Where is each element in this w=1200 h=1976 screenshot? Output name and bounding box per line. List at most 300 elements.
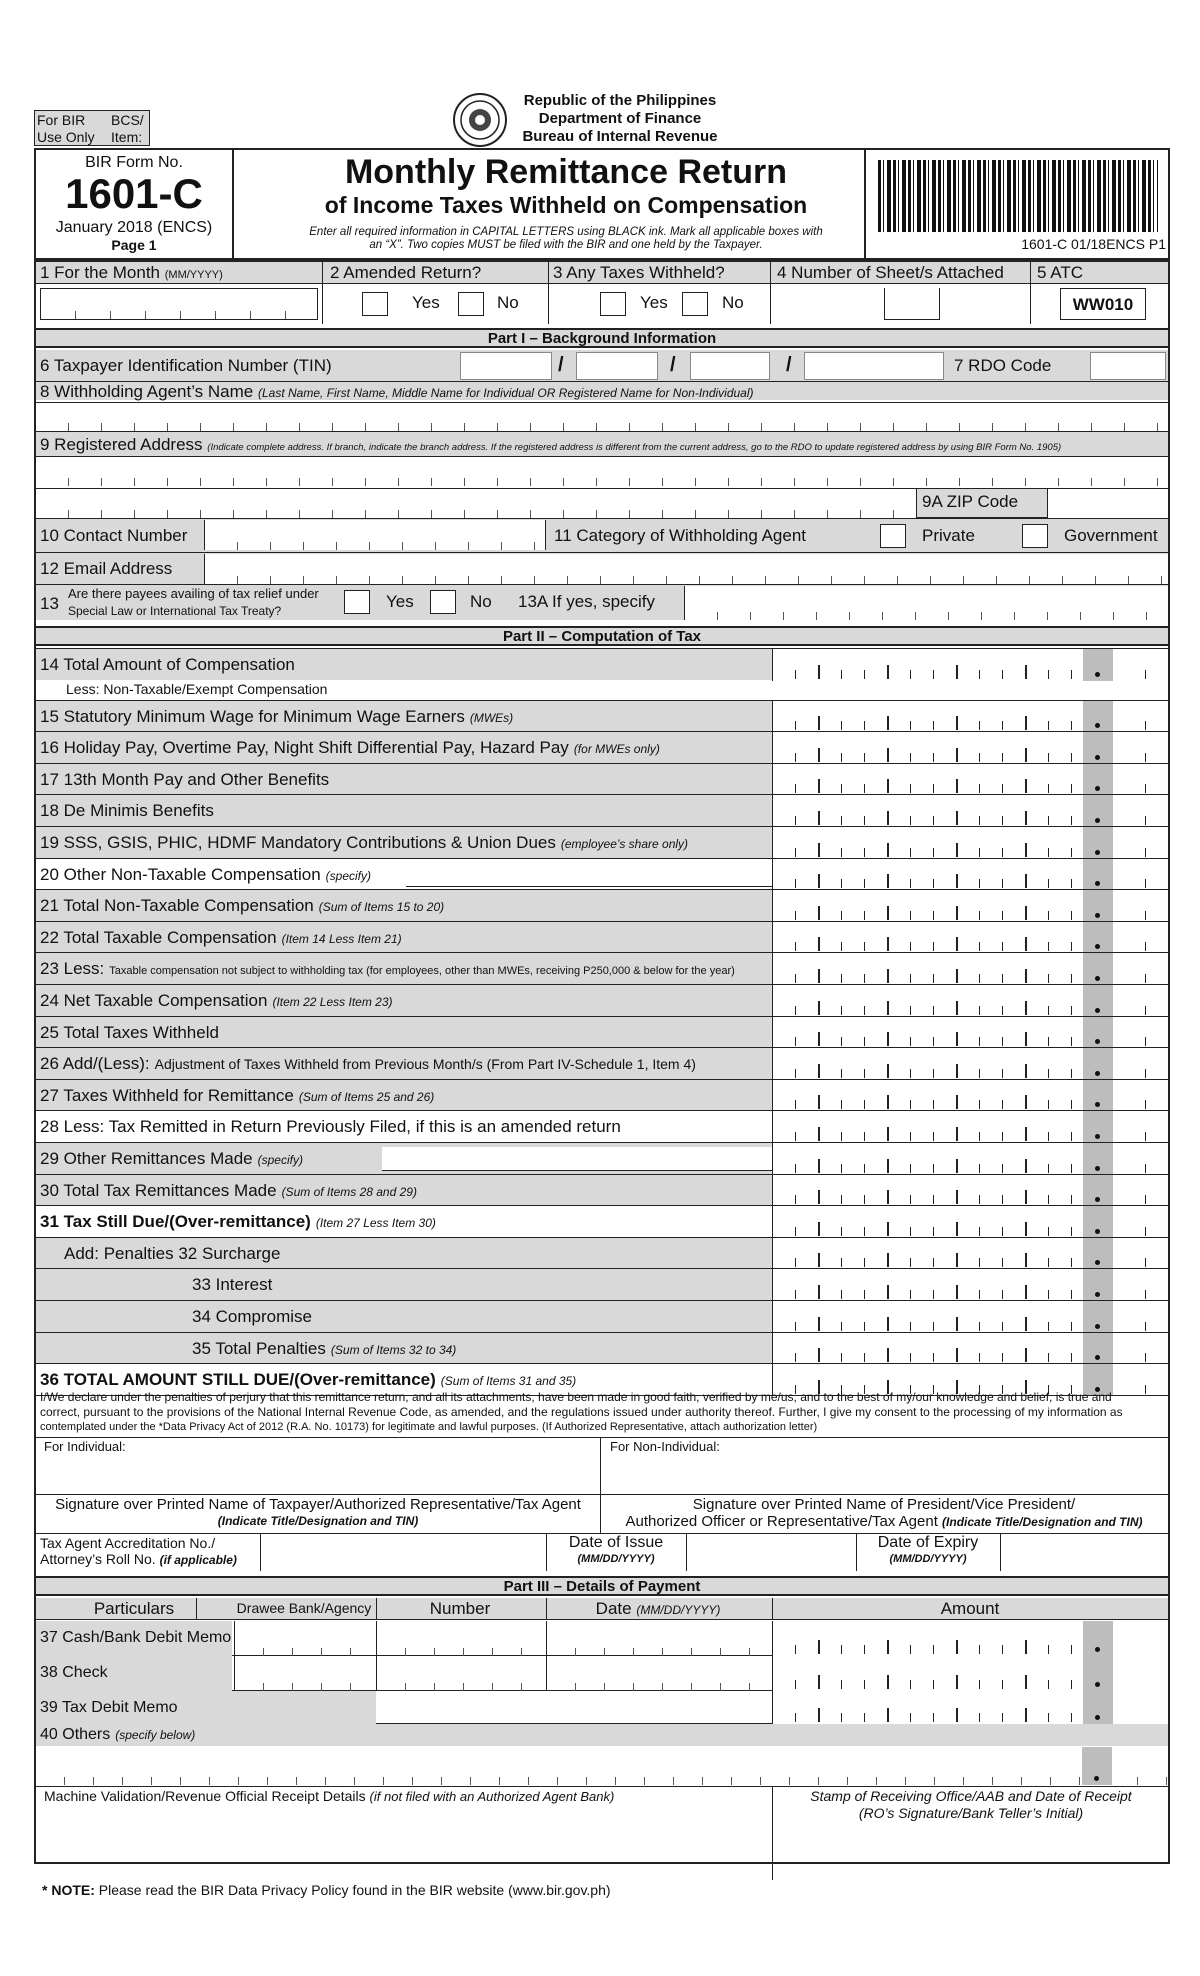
amount-tick (818, 1708, 820, 1722)
computation-row (36, 1300, 1168, 1332)
amount-tick (1071, 1037, 1072, 1046)
amount-tick (841, 942, 842, 951)
decimal-dot (1095, 1682, 1100, 1687)
taxes-withheld-yes-checkbox[interactable] (600, 292, 626, 316)
amount-tick (1002, 1322, 1003, 1331)
amount-tick (910, 942, 911, 951)
amount-tick (1025, 906, 1027, 920)
amount-tick (979, 1006, 980, 1015)
amount-tick (841, 1713, 842, 1722)
republic-text: Republic of the Philippines (523, 92, 717, 109)
decimal-dot (1095, 1324, 1100, 1329)
amount-tick (1002, 1132, 1003, 1141)
amount-tick (1048, 1290, 1049, 1299)
amount-tick (979, 1258, 980, 1267)
amount-tick (864, 974, 865, 983)
amount-tick (956, 1190, 958, 1204)
amount-tick (818, 1190, 820, 1204)
computation-row-label: 31 Tax Still Due/(Over-remittance) (Item 27 Less Item 30) (40, 1212, 436, 1232)
amount-input[interactable] (772, 1143, 1168, 1175)
payment-amount-input[interactable] (772, 1691, 1168, 1724)
amount-tick (1048, 1132, 1049, 1141)
payment-row (36, 1621, 1168, 1656)
item-label: Item: (111, 129, 143, 145)
number-input[interactable] (376, 1621, 546, 1656)
payment-amount-input[interactable] (772, 1621, 1168, 1656)
amount-tick (1048, 1353, 1049, 1362)
amount-tick (887, 1064, 889, 1078)
amount-tick (818, 874, 820, 888)
computation-row-label: 14 Total Amount of Compensation (40, 655, 295, 674)
amount-tick (910, 911, 911, 920)
computation-row-label: 15 Statutory Minimum Wage for Minimum Wage Earners (MWEs) (40, 706, 514, 726)
amount-tick (841, 1290, 842, 1299)
amount-tick (864, 1645, 865, 1654)
item-1-label: 1 For the Month (MM/YYYY) (40, 263, 223, 282)
payment-row-label: 38 Check (40, 1664, 108, 1681)
amount-tick (910, 1290, 911, 1299)
amount-tick (887, 969, 889, 983)
email-input[interactable] (204, 554, 1168, 584)
amount-tick (818, 748, 820, 762)
taxes-withheld-no-label: No (722, 293, 744, 312)
less-nontaxable-label: Less: Non-Taxable/Exempt Compensation (66, 680, 328, 697)
amount-tick (887, 1190, 889, 1204)
form-title: Monthly Remittance Return (344, 153, 788, 191)
amount-tick (818, 1159, 820, 1173)
payment-date-input[interactable] (546, 1656, 772, 1691)
amount-tick (795, 1195, 796, 1204)
amount-tick (1071, 942, 1072, 951)
tin-slash-1: / (558, 354, 564, 376)
amount-tick (1025, 1127, 1027, 1141)
amount-tick (979, 816, 980, 825)
amount-tick (1048, 1322, 1049, 1331)
amount-tick (956, 969, 958, 983)
amount-tick (910, 1227, 911, 1236)
computation-row-label: 16 Holiday Pay, Overtime Pay, Night Shift Differential Pay, Hazard Pay (for MWEs only) (40, 738, 660, 758)
amount-tick (910, 1037, 911, 1046)
amount-tick (887, 1285, 889, 1299)
amount-input[interactable] (772, 859, 1168, 891)
government-checkbox[interactable] (1022, 524, 1048, 548)
amount-tick (795, 1100, 796, 1109)
amount-tick (795, 1680, 796, 1689)
agent-name-input[interactable] (36, 402, 1168, 432)
amount-tick (795, 753, 796, 762)
amount-tick (841, 1195, 842, 1204)
tax-relief-specify-input[interactable] (684, 586, 1168, 620)
computation-row-label: 28 Less: Tax Remitted in Return Previously Filed, if this is an amended return (40, 1117, 621, 1137)
computation-row (36, 648, 1168, 680)
specify-input[interactable] (382, 1147, 774, 1171)
part2-title: Part II – Computation of Tax (36, 626, 1168, 646)
use-only-label: Use Only (37, 129, 95, 145)
amount-tick (933, 1037, 934, 1046)
signature-right-caption-2: Authorized Officer or Representative/Tax Agent (Indicate Title/Designation and TIN) (625, 1513, 1143, 1530)
amount-tick (1002, 670, 1003, 679)
amount-input[interactable] (772, 1301, 1168, 1333)
cents-tick (1145, 721, 1146, 730)
form-header (34, 148, 1170, 260)
accreditation-label: Tax Agent Accreditation No./ Attorney’s Roll No. (if applicable) (40, 1535, 237, 1567)
amount-tick (1048, 670, 1049, 679)
amount-tick (818, 1001, 820, 1015)
item-2-label: 2 Amended Return? (330, 263, 482, 282)
amount-tick (956, 906, 958, 920)
amount-tick (1025, 1095, 1027, 1109)
for-bir-label: For BIR (37, 112, 86, 128)
computation-row-label: 33 Interest (192, 1275, 273, 1295)
declaration-line-3: contemplated under the *Data Privacy Act of 2012 (R.A. No. 10173) for legitimate and lawful purposes. (If Authorized Representative, attach authorization letter) (40, 1421, 818, 1433)
amount-tick (1071, 1164, 1072, 1173)
amount-tick (887, 874, 889, 888)
zip-code-input[interactable] (1048, 488, 1168, 518)
stamp-label-2: (RO’s Signature/Bank Teller’s Initial) (858, 1805, 1084, 1821)
amount-input[interactable] (772, 1333, 1168, 1365)
amount-tick (933, 753, 934, 762)
item-9-label: 9 Registered Address (Indicate complete address. If branch, indicate the branch address. If the registered address is different from the current address, go to the RDO to update registered address by using BIR Form No. 1905) (40, 435, 1062, 454)
amount-tick (818, 1675, 820, 1689)
amount-tick (933, 1713, 934, 1722)
amount-tick (1048, 1006, 1049, 1015)
computation-row (36, 763, 1168, 795)
amended-no-checkbox[interactable] (458, 292, 484, 316)
government-label: Government (1064, 526, 1158, 545)
amount-tick (1025, 779, 1027, 793)
decimal-dot (1095, 1134, 1100, 1139)
amount-input[interactable] (772, 953, 1168, 985)
amount-tick (956, 1001, 958, 1015)
amount-tick (979, 1645, 980, 1654)
amount-tick (864, 1290, 865, 1299)
computation-row (36, 700, 1168, 732)
amount-tick (910, 753, 911, 762)
amount-input[interactable] (772, 795, 1168, 827)
amount-tick (910, 1006, 911, 1015)
amount-tick (1002, 816, 1003, 825)
instructions-1: Enter all required information in CAPITAL LETTERS using BLACK ink. Mark all applicable boxes with (309, 226, 823, 238)
amount-tick (1025, 1032, 1027, 1046)
amount-tick (933, 911, 934, 920)
amount-tick (956, 748, 958, 762)
cents-tick (1145, 1164, 1146, 1173)
amount-tick (841, 753, 842, 762)
item-12-label: 12 Email Address (40, 559, 173, 578)
payment-date-input[interactable] (546, 1621, 772, 1656)
item-3-label: 3 Any Taxes Withheld? (553, 263, 725, 282)
amount-tick (1002, 1645, 1003, 1654)
signature-individual[interactable] (36, 1455, 600, 1495)
footer-note: * NOTE: Please read the BIR Data Privacy Policy found in the BIR website (www.bir.gov.ph) (42, 1882, 611, 1898)
amount-tick (910, 1164, 911, 1173)
amount-tick (1071, 1713, 1072, 1722)
amount-tick (979, 1100, 980, 1109)
amount-tick (1071, 1680, 1072, 1689)
amount-tick (956, 1348, 958, 1362)
decimal-dot (1095, 1715, 1100, 1720)
amount-input[interactable] (772, 922, 1168, 954)
amount-tick (1025, 874, 1027, 888)
amount-tick (1071, 911, 1072, 920)
amount-tick (887, 906, 889, 920)
computation-row (36, 1332, 1168, 1364)
amount-tick (864, 816, 865, 825)
cents-tick (1145, 753, 1146, 762)
date-of-expiry-input[interactable] (1002, 1535, 1166, 1569)
amount-input[interactable] (772, 827, 1168, 859)
amount-tick (956, 843, 958, 857)
private-label: Private (922, 526, 975, 545)
amount-tick (1025, 1190, 1027, 1204)
amount-input[interactable] (772, 1048, 1168, 1080)
amount-tick (841, 1645, 842, 1654)
decimal-dot (1095, 1008, 1100, 1013)
signature-non-individual[interactable] (601, 1455, 1168, 1495)
amount-tick (956, 1253, 958, 1267)
amount-tick (910, 1353, 911, 1362)
amount-tick (841, 816, 842, 825)
drawee-bank-input[interactable] (234, 1621, 374, 1656)
amount-input[interactable] (772, 1175, 1168, 1207)
amount-tick (910, 1195, 911, 1204)
drawee-bank-input[interactable] (234, 1656, 374, 1691)
cents-tick (1145, 848, 1146, 857)
amount-tick (1071, 1006, 1072, 1015)
amount-tick (864, 1132, 865, 1141)
amount-input[interactable] (772, 764, 1168, 796)
amount-input[interactable] (772, 1080, 1168, 1112)
amount-tick (979, 879, 980, 888)
amount-tick (864, 1164, 865, 1173)
decimal-dot (1094, 1776, 1099, 1781)
amount-tick (979, 784, 980, 793)
amount-tick (979, 670, 980, 679)
amount-tick (933, 1100, 934, 1109)
amount-tick (933, 1322, 934, 1331)
amount-input[interactable] (772, 1111, 1168, 1143)
amount-tick (795, 848, 796, 857)
amount-tick (1002, 721, 1003, 730)
amount-tick (841, 784, 842, 793)
cents-tick (1145, 1100, 1146, 1109)
amount-tick (1002, 1100, 1003, 1109)
item-8-label: 8 Withholding Agent’s Name (Last Name, First Name, Middle Name for Individual OR Registered Name for Non-Individual) (40, 382, 754, 401)
computation-row-label: 25 Total Taxes Withheld (40, 1022, 219, 1042)
rdo-code-input[interactable] (1090, 352, 1166, 380)
part1-title: Part I – Background Information (36, 328, 1168, 348)
amount-tick (795, 974, 796, 983)
amount-tick (933, 974, 934, 983)
amount-tick (1071, 848, 1072, 857)
amount-input[interactable] (772, 701, 1168, 733)
amount-tick (864, 1713, 865, 1722)
amount-tick (979, 1713, 980, 1722)
amount-tick (956, 1708, 958, 1722)
instructions-2: an “X”. Two copies MUST be filed with the BIR and one held by the Taxpayer. (369, 239, 763, 251)
computation-row-label: 23 Less: Taxable compensation not subject to withholding tax (for employees, other than MWEs, receiving P250,000 & below for the year) (40, 959, 735, 979)
amount-tick (979, 1353, 980, 1362)
amount-tick (864, 1069, 865, 1078)
cents-tick (1145, 974, 1146, 983)
cents-tick (1145, 1258, 1146, 1267)
amount-tick (910, 1680, 911, 1689)
amount-tick (818, 665, 820, 679)
amount-tick (979, 721, 980, 730)
amount-tick (933, 879, 934, 888)
cents-tick (1145, 1227, 1146, 1236)
amount-tick (1002, 1680, 1003, 1689)
decimal-dot (1095, 850, 1100, 855)
decimal-dot (1095, 976, 1100, 981)
amount-tick (1048, 1100, 1049, 1109)
amount-tick (795, 721, 796, 730)
accreditation-input[interactable] (262, 1535, 544, 1569)
amount-tick (864, 784, 865, 793)
amount-tick (795, 1006, 796, 1015)
amount-tick (1071, 1322, 1072, 1331)
amount-tick (979, 974, 980, 983)
bir-use-box (34, 110, 150, 146)
amount-tick (1048, 879, 1049, 888)
cents-tick (1145, 942, 1146, 951)
tin-input-3[interactable] (690, 352, 770, 380)
amount-tick (933, 942, 934, 951)
amount-input[interactable] (772, 1017, 1168, 1049)
amount-tick (841, 879, 842, 888)
address-input-2[interactable] (36, 488, 916, 518)
amount-input[interactable] (772, 649, 1168, 681)
amount-tick (1025, 716, 1027, 730)
amount-tick (1048, 1037, 1049, 1046)
tin-input-2[interactable] (576, 352, 658, 380)
amount-input[interactable] (772, 1238, 1168, 1270)
tax-relief-no-checkbox[interactable] (430, 590, 456, 614)
amount-tick (1071, 721, 1072, 730)
computation-row (36, 1268, 1168, 1300)
amount-input[interactable] (772, 1206, 1168, 1238)
amount-tick (956, 874, 958, 888)
amount-tick (841, 1353, 842, 1362)
col-drawee: Drawee Bank/Agency (236, 1600, 372, 1616)
amount-tick (818, 716, 820, 730)
amount-tick (979, 1290, 980, 1299)
amount-tick (795, 911, 796, 920)
computation-row-label: 27 Taxes Withheld for Remittance (Sum of Items 25 and 26) (40, 1085, 435, 1105)
number-input[interactable] (376, 1656, 546, 1691)
payment-amount-input[interactable] (772, 1656, 1168, 1691)
tin-input-1[interactable] (460, 352, 552, 380)
amount-tick (1025, 1159, 1027, 1173)
tax-relief-yes-checkbox[interactable] (344, 590, 370, 614)
cents-tick (1145, 816, 1146, 825)
item-13-question-2: Special Law or International Tax Treaty? (68, 604, 282, 618)
amount-tick (841, 911, 842, 920)
amount-tick (956, 1159, 958, 1173)
date-of-issue-format: (MM/DD/YYYY) (577, 1553, 655, 1565)
amount-input[interactable] (772, 985, 1168, 1017)
amended-yes-label: Yes (412, 293, 440, 312)
amount-tick (1048, 784, 1049, 793)
amount-tick (887, 1317, 889, 1331)
others-specify-input[interactable] (36, 1747, 1168, 1785)
item-13a-label: 13A If yes, specify (518, 592, 656, 611)
amount-tick (864, 1037, 865, 1046)
amount-tick (1002, 1353, 1003, 1362)
col-date: Date (MM/DD/YYYY) (595, 1599, 721, 1618)
amount-tick (818, 1222, 820, 1236)
amount-tick (887, 1222, 889, 1236)
amount-tick (910, 1322, 911, 1331)
amount-tick (910, 670, 911, 679)
computation-row-label: 29 Other Remittances Made (specify) (40, 1149, 303, 1168)
date-of-issue-input[interactable] (688, 1535, 854, 1569)
amount-tick (818, 811, 820, 825)
amount-tick (1048, 753, 1049, 762)
computation-row-label: 20 Other Non-Taxable Compensation (specify) (40, 864, 372, 884)
month-input[interactable] (40, 288, 318, 320)
amount-tick (1071, 974, 1072, 983)
tin-input-4[interactable] (804, 352, 944, 380)
machine-validation-area (36, 1806, 772, 1878)
amount-tick (979, 1069, 980, 1078)
cents-tick (1145, 1290, 1146, 1299)
tax-relief-no-label: No (470, 592, 492, 611)
payment-row-label-cell (36, 1724, 1168, 1746)
contact-number-input[interactable] (204, 520, 546, 550)
page-number: Page 1 (111, 237, 157, 253)
amount-tick (841, 1006, 842, 1015)
amount-tick (1002, 1227, 1003, 1236)
amount-tick (887, 1032, 889, 1046)
amount-tick (933, 670, 934, 679)
private-checkbox[interactable] (880, 524, 906, 548)
taxes-withheld-no-checkbox[interactable] (682, 292, 708, 316)
amount-tick (841, 848, 842, 857)
computation-row (36, 984, 1168, 1016)
amount-input[interactable] (772, 1269, 1168, 1301)
amount-tick (818, 779, 820, 793)
sheets-attached-input[interactable] (884, 288, 940, 320)
amended-yes-checkbox[interactable] (362, 292, 388, 316)
amount-input[interactable] (772, 732, 1168, 764)
amount-tick (818, 1253, 820, 1267)
amount-tick (795, 1069, 796, 1078)
amount-tick (933, 1645, 934, 1654)
amount-tick (979, 1132, 980, 1141)
amount-tick (1048, 1258, 1049, 1267)
amount-tick (841, 1100, 842, 1109)
amount-tick (956, 716, 958, 730)
specify-input[interactable] (406, 863, 774, 887)
amount-tick (864, 670, 865, 679)
amount-tick (864, 879, 865, 888)
amount-input[interactable] (772, 890, 1168, 922)
address-input-1[interactable] (36, 456, 1168, 486)
amended-no-label: No (497, 293, 519, 312)
amount-tick (1048, 942, 1049, 951)
amount-tick (910, 974, 911, 983)
amount-tick (1048, 1680, 1049, 1689)
amount-tick (1002, 879, 1003, 888)
amount-tick (864, 911, 865, 920)
amount-tick (841, 1132, 842, 1141)
item-7-label: 7 RDO Code (954, 356, 1052, 375)
cents-tick (1145, 879, 1146, 888)
amount-tick (1025, 1675, 1027, 1689)
computation-row-label: 19 SSS, GSIS, PHIC, HDMF Mandatory Contributions & Union Dues (employee’s share only) (40, 833, 689, 852)
amount-tick (818, 906, 820, 920)
